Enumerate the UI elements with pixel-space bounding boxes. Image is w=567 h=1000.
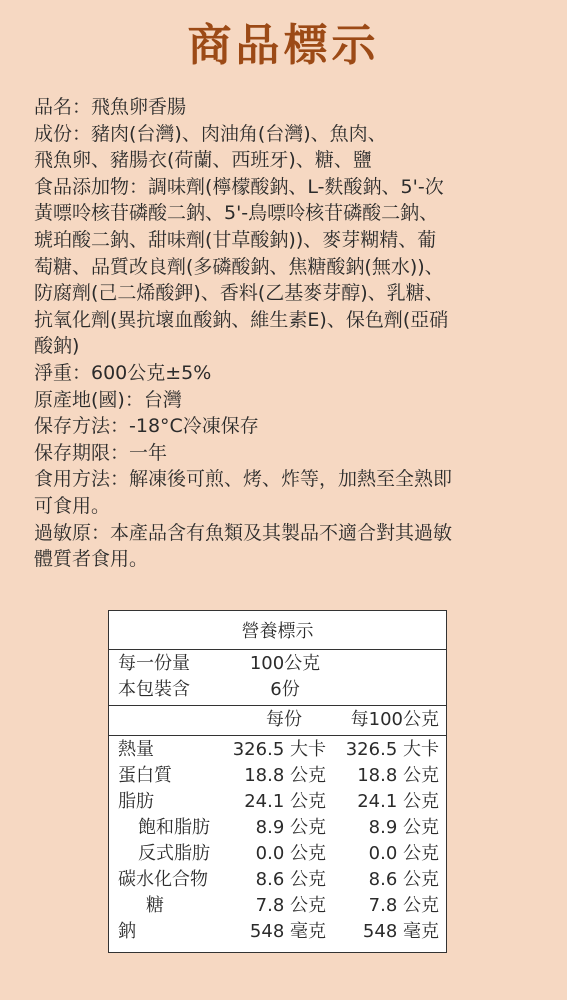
nutrient-row: [109, 893, 446, 919]
nutrient-per-100g: 18.8 公克: [357, 765, 439, 786]
info-line: 過敏原：本產品含有魚類及其製品不適合對其過敏: [34, 521, 453, 544]
info-line: 成份：豬肉(台灣)、肉油角(台灣)、魚肉、: [34, 122, 387, 145]
product-info: [34, 94, 539, 573]
info-line: 飛魚卵、豬腸衣(荷蘭、西班牙)、糖、鹽: [34, 149, 372, 172]
info-line: 保存方法：-18°C冷凍保存: [34, 415, 259, 438]
nutrient-name: 飽和脂肪: [138, 817, 210, 838]
nutrient-name: 糖: [146, 895, 164, 916]
nutrient-per-100g: 8.6 公克: [368, 869, 439, 890]
nutrient-name: 熱量: [118, 739, 154, 760]
info-line: 防腐劑(己二烯酸鉀)、香料(乙基麥芽醇)、乳糖、: [34, 282, 444, 305]
divider: [109, 735, 446, 736]
info-line: 酸鈉): [34, 335, 80, 358]
info-line: 保存期限：一年: [34, 441, 168, 464]
nutrient-row: [109, 841, 446, 867]
serving-size-value: 100公克: [249, 653, 321, 674]
col-per-100g: 每100公克: [350, 709, 439, 730]
nutrition-table: [108, 610, 447, 953]
nutrient-name: 反式脂肪: [138, 843, 210, 864]
info-line: 體質者食用。: [34, 548, 149, 571]
nutrient-per-100g: 7.8 公克: [368, 895, 439, 916]
nutrient-per-100g: 548 毫克: [362, 921, 439, 942]
nutrient-name: 鈉: [118, 921, 136, 942]
divider: [109, 705, 446, 706]
nutrient-name: 碳水化合物: [118, 869, 208, 890]
nutrient-per-100g: 326.5 大卡: [345, 739, 439, 760]
col-per-serving: 每份: [266, 709, 302, 730]
servings-per-package-row: [109, 677, 446, 703]
info-line: 淨重：600公克±5%: [34, 361, 212, 384]
info-line: 黃嘌呤核苷磷酸二鈉、5'-鳥嘌呤核苷磷酸二鈉、: [34, 202, 439, 225]
nutrient-per-serving: 18.8 公克: [244, 765, 326, 786]
nutrient-per-serving: 0.0 公克: [255, 843, 326, 864]
nutrient-row: [109, 815, 446, 841]
nutrient-per-100g: 0.0 公克: [368, 843, 439, 864]
nutrient-per-serving: 7.8 公克: [255, 895, 326, 916]
nutrient-name: 脂肪: [118, 791, 154, 812]
info-line: 品名：飛魚卵香腸: [34, 96, 187, 118]
nutrient-row: [109, 867, 446, 893]
column-header-row: [109, 707, 446, 733]
nutrient-row: [109, 737, 446, 763]
info-line: 琥珀酸二鈉、甜味劑(甘草酸鈉))、麥芽糊精、葡: [34, 228, 437, 251]
nutrient-per-serving: 548 毫克: [249, 921, 326, 942]
nutrient-row: [109, 763, 446, 789]
servings-value: 6份: [270, 679, 300, 700]
info-line: 可食用。: [34, 494, 111, 517]
nutrient-per-serving: 24.1 公克: [244, 791, 326, 812]
info-line: 萄糖、品質改良劑(多磷酸鈉、焦糖酸鈉(無水))、: [34, 255, 444, 278]
serving-size-row: [109, 651, 446, 677]
info-line: 抗氧化劑(異抗壞血酸鈉、維生素E)、保色劑(亞硝: [34, 308, 449, 331]
info-line: 食用方法：解凍後可煎、烤、炸等，加熱至全熟即: [34, 468, 453, 491]
divider: [109, 649, 446, 650]
nutrient-per-serving: 8.6 公克: [255, 869, 326, 890]
servings-label: 本包裝含: [118, 679, 190, 700]
nutrient-row: [109, 919, 446, 945]
nutrient-per-100g: 24.1 公克: [357, 791, 439, 812]
nutrient-name: 蛋白質: [118, 765, 172, 786]
info-line: 原產地(國)：台灣: [34, 388, 182, 411]
nutrient-per-serving: 8.9 公克: [255, 817, 326, 838]
nutrient-per-serving: 326.5 大卡: [232, 739, 326, 760]
nutrient-row: [109, 789, 446, 815]
info-line: 食品添加物：調味劑(檸檬酸鈉、L-麩酸鈉、5'-次: [34, 175, 444, 198]
nutrition-title: 營養標示: [241, 621, 314, 642]
page-title: 商品標示: [187, 20, 380, 71]
serving-size-label: 每一份量: [118, 653, 190, 674]
nutrient-per-100g: 8.9 公克: [368, 817, 439, 838]
